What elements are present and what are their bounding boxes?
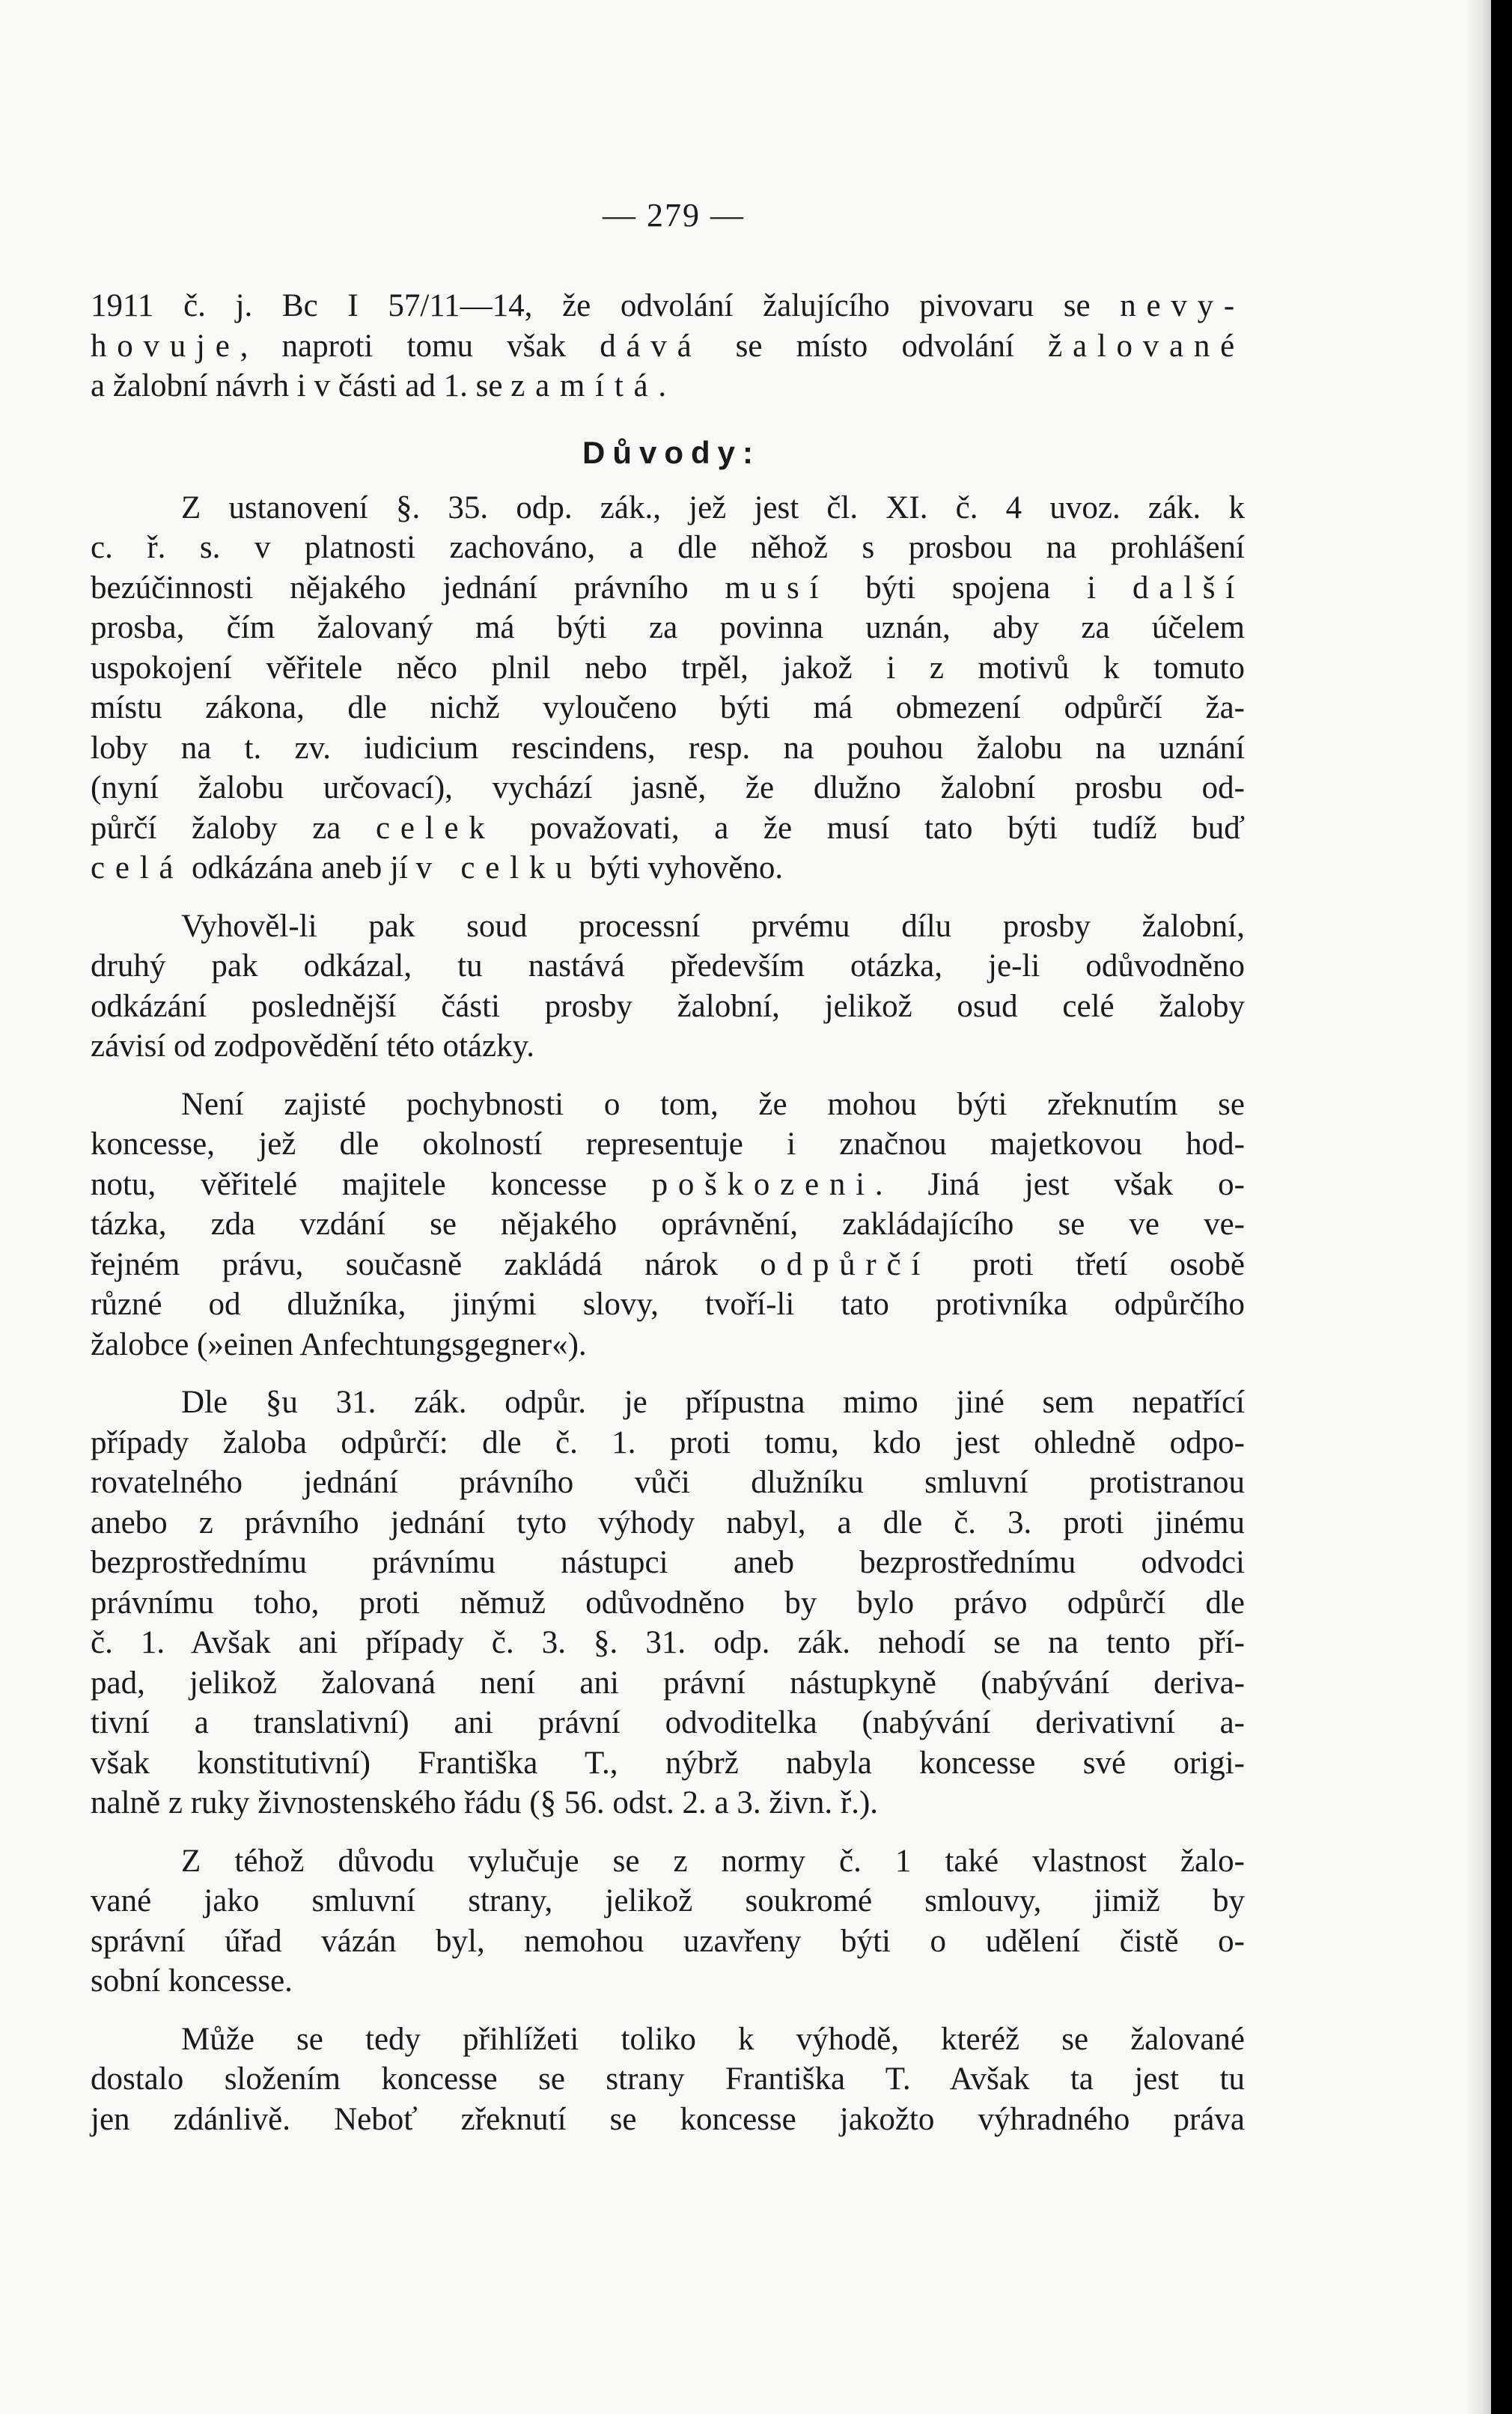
intro-paragraph (91, 286, 1245, 406)
spaced-emphasis: poškozeni (651, 1166, 875, 1202)
spaced-emphasis: odpůrčí (760, 1246, 931, 1282)
text-run: Vyhověl-li pak soud processní prvému dílu prosby žalobní, (181, 908, 1245, 944)
text-run: a žalobní návrh i v části ad 1. se (91, 368, 511, 403)
body-text (91, 286, 1245, 2139)
text-line (91, 1204, 1245, 1245)
spaced-emphasis: zamítá (510, 368, 659, 403)
text-run: Dle §u 31. zák. odpůr. je přípustna mimo jiné sem nepatřící (181, 1385, 1245, 1420)
text-line (91, 2100, 1245, 2140)
text-line (91, 1961, 1245, 2002)
text-run: žalobce (»einen Anfechtungsgegner«). (91, 1326, 587, 1362)
text-line (91, 1543, 1245, 1583)
text-run: (nyní žalobu určovací), vychází jasně, že dlužno žalobní prosbu od- (91, 770, 1245, 805)
text-run: se místo odvolání (701, 328, 1049, 364)
text-line (91, 1743, 1245, 1784)
text-line (91, 1503, 1245, 1543)
text-run: anebo z právního jednání tyto výhody nabyl, a dle č. 3. proti jinému (91, 1505, 1245, 1540)
text-line (91, 728, 1245, 769)
text-line (91, 1325, 1245, 1365)
text-run: pad, jelikož žalovaná není ani právní nástupkyně (nabývání deriva- (91, 1665, 1245, 1701)
text-line (91, 1423, 1245, 1463)
text-run: půrčí žaloby za (91, 810, 377, 846)
text-run: rovatelného jednání právního vůči dlužníku smluvní protistranou (91, 1465, 1245, 1500)
text-line (91, 1841, 1245, 1882)
text-run: správní úřad vázán byl, nemohou uzavřeny býti o udělení čistě o- (91, 1923, 1245, 1959)
text-run: dostalo složením koncesse se strany Františka T. Avšak ta jest tu (91, 2061, 1245, 2097)
text-run: 1911 č. j. Bc I 57/11—14, že odvolání žalujícího pivovaru se (91, 288, 1121, 323)
text-run: bezúčinnosti nějakého jednání právního (91, 570, 725, 606)
text-line (91, 1463, 1245, 1503)
text-line (91, 2020, 1245, 2060)
text-run: různé od dlužníka, jinými slovy, tvoří-li tato protivníka odpůrčího (91, 1287, 1245, 1322)
text-run: druhý pak odkázal, tu nastává především otázka, je-li odůvodněno (91, 948, 1245, 984)
spaced-emphasis: žalované (1048, 328, 1246, 364)
text-line (91, 808, 1245, 849)
text-run: č. 1. Avšak ani případy č. 3. §. 31. odp. zák. nehodí se na tento pří- (91, 1625, 1245, 1660)
text-line (91, 1663, 1245, 1704)
text-run: vané jako smluvní strany, jelikož soukromé smlouvy, jimiž by (91, 1883, 1245, 1918)
text-run: Může se tedy přihlížeti toliko k výhodě, kteréž se žalované (181, 2021, 1245, 2057)
page-edge (1467, 0, 1491, 2414)
text-run: býti vyhověno. (582, 850, 784, 886)
text-line (91, 1284, 1245, 1325)
spaced-emphasis: dává (600, 328, 702, 364)
spaced-emphasis: v celku (415, 850, 582, 886)
paragraph-gap (91, 1823, 1245, 1841)
text-line (91, 848, 1245, 889)
spaced-emphasis: další (1132, 570, 1245, 606)
text-run: Není zajisté pochybnosti o tom, že mohou býti zřeknutím se (181, 1086, 1245, 1122)
text-run: býti spojena i (829, 570, 1133, 606)
spaced-emphasis: nevy- (1120, 288, 1245, 323)
text-run: tivní a translativní) ani právní odvoditelka (nabývání derivativní a- (91, 1705, 1245, 1740)
text-run: odkázání poslednější části prosby žalobní, jelikož osud celé žaloby (91, 988, 1245, 1024)
text-run: uspokojení věřitele něco plnil nebo trpěl, jakož i z motivů k tomuto (91, 650, 1245, 686)
text-line (91, 1623, 1245, 1663)
text-run: sobní koncesse. (91, 1963, 293, 1999)
text-run: případy žaloba odpůrčí: dle č. 1. proti tomu, kdo jest ohledně odpo- (91, 1424, 1245, 1460)
text-line (91, 1245, 1245, 1285)
text-line (91, 286, 1245, 326)
page-number: — 279 — (603, 197, 745, 234)
text-run: tázka, zda vzdání se nějakého oprávnění, zakládajícího se ve ve- (91, 1207, 1245, 1242)
text-line (91, 1703, 1245, 1743)
text-line (91, 1783, 1245, 1823)
text-line (91, 488, 1245, 528)
paragraph-gap (91, 2002, 1245, 2020)
spaced-emphasis: musí (725, 570, 829, 606)
text-line (91, 1026, 1245, 1067)
text-run: proti třetí osobě (930, 1246, 1245, 1282)
text-run: prosba, čím žalovaný má býti za povinna uznán, aby za účelem (91, 610, 1245, 645)
text-run: bezprostřednímu právnímu nástupci aneb bezprostřednímu odvodci (91, 1545, 1245, 1580)
text-run: Z téhož důvodu vylučuje se z normy č. 1 také vlastnost žalo- (181, 1843, 1245, 1879)
text-line (91, 648, 1245, 689)
text-run: jen zdánlivě. Neboť zřeknutí se koncesse jakožto výhradného práva (91, 2101, 1245, 2137)
paragraph-gap (91, 1067, 1245, 1085)
text-run: odkázána aneb jí (183, 850, 416, 886)
text-line (91, 1881, 1245, 1921)
text-line (91, 1383, 1245, 1423)
text-line (91, 2059, 1245, 2100)
text-run: koncesse, jež dle okolností representuje i značnou majetkovou hod- (91, 1127, 1245, 1162)
text-run: , naproti tomu však (240, 328, 600, 364)
paragraph (91, 1841, 1245, 2002)
text-line (91, 1085, 1245, 1125)
text-run: právnímu toho, proti němuž odůvodněno by bylo právo odpůrčí dle (91, 1585, 1245, 1621)
text-line (91, 768, 1245, 808)
text-line (91, 528, 1245, 568)
text-run: místu zákona, dle nichž vyloučeno býti má obmezení odpůrčí ža- (91, 690, 1245, 725)
text-line (91, 1921, 1245, 1962)
paragraph-gap (91, 1365, 1245, 1383)
text-line (91, 946, 1245, 987)
text-run: Z ustanovení §. 35. odp. zák., jež jest čl. XI. č. 4 uvoz. zák. k (181, 490, 1245, 525)
text-line (91, 987, 1245, 1027)
paragraph (91, 488, 1245, 889)
text-line (91, 688, 1245, 728)
text-run: . Jiná jest však o- (874, 1166, 1245, 1202)
text-run: závisí od zodpovědění této otázky. (91, 1028, 535, 1064)
spaced-emphasis: hovuje (91, 328, 240, 364)
text-run: loby na t. zv. iudicium rescindens, resp. na pouhou žalobu na uznání (91, 730, 1245, 766)
text-run: . (658, 368, 667, 403)
paragraph-gap (91, 889, 1245, 906)
paragraph (91, 1085, 1245, 1365)
text-run: však konstitutivní) Františka T., nýbrž nabyla koncesse své origi- (91, 1745, 1245, 1781)
text-line (91, 1165, 1245, 1205)
text-line (91, 326, 1245, 367)
text-run: c. ř. s. v platnosti zachováno, a dle něhož s prosbou na prohlášení (91, 530, 1245, 565)
text-run: řejném právu, současně zakládá nárok (91, 1246, 760, 1282)
text-line (91, 1124, 1245, 1165)
text-line (91, 568, 1245, 609)
text-line (91, 608, 1245, 648)
text-line (91, 906, 1245, 947)
text-run: notu, věřitelé majitele koncesse (91, 1166, 652, 1202)
text-line (91, 366, 1245, 406)
paragraph (91, 1383, 1245, 1823)
paragraph (91, 906, 1245, 1067)
spaced-emphasis: celek (376, 810, 496, 846)
text-run: považovati, a že musí tato býti tudíž buď (495, 810, 1246, 846)
section-heading: Důvody: (582, 434, 760, 470)
paragraph (91, 2020, 1245, 2140)
text-line (91, 1583, 1245, 1624)
spaced-emphasis: celá (91, 850, 184, 886)
text-run: nalně z ruky živnostenského řádu (§ 56. odst. 2. a 3. živn. ř.). (91, 1785, 879, 1820)
